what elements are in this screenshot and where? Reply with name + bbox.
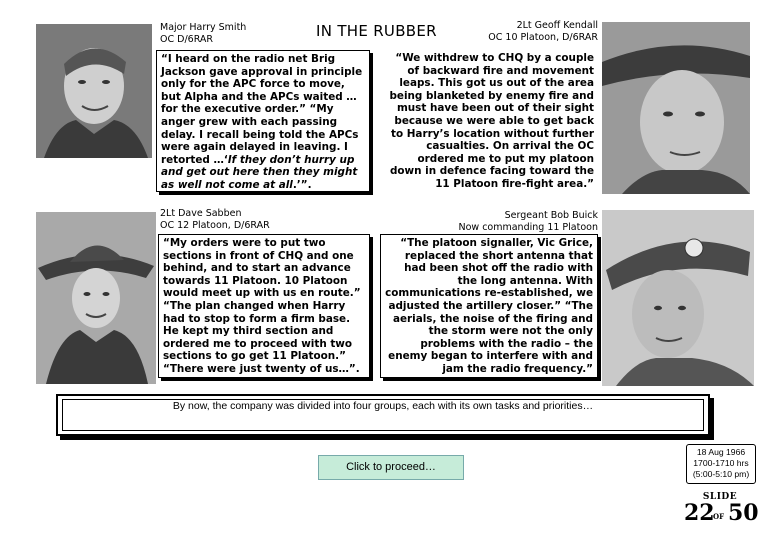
quote-harry-smith-text: “I heard on the radio net Brig Jackson gave approval in principle only for the APC force to move, but Alpha and the APCs waited … for the executive order.” “My anger grew with each passing delay. I recall being told the APCs were again delayed in leaving. I retorted …‘ bbox=[161, 53, 363, 166]
slide-total-number: 50 bbox=[728, 500, 759, 526]
quote-dave-sabben: “My orders were to put two sections in front of CHQ and one behind, and to start an advance towards 11 Platoon. 10 Platoon would meet up with us en route.” “The plan changed when Harry had to stop to form a firm base. He kept my third section and ordered me to proceed with two sections to go get 11 Platoon.” “There were just twenty of us…”. bbox=[158, 234, 370, 378]
name-dave-sabben: 2Lt Dave Sabben bbox=[160, 208, 242, 219]
portrait-bob-buick bbox=[602, 210, 754, 386]
portrait-harry-smith bbox=[36, 24, 152, 158]
portrait-dave-sabben bbox=[36, 212, 156, 384]
proceed-button[interactable]: Click to proceed… bbox=[318, 455, 464, 480]
portrait-dave-sabben-figure bbox=[36, 212, 156, 384]
quote-harry-smith-end: .’”. bbox=[292, 178, 312, 191]
page-title: IN THE RUBBER bbox=[316, 22, 437, 40]
name-bob-buick: Sergeant Bob Buick bbox=[504, 210, 598, 221]
time-line: 1700-1710 hrs bbox=[693, 458, 749, 468]
quote-bob-buick: “The platoon signaller, Vic Grice, replaced the short antenna that had been shot off the radio with the long antenna. With communications re-established, we adjusted the artillery closer.” “The aerials, the noise of the firing and the storm were not the only problems with the radio – the enemy began to interfere with and jam the radio frequency.” bbox=[380, 234, 598, 378]
quote-geoff-kendall: “We withdrew to CHQ by a couple of backward fire and movement leaps. This got us out of the area being blanketed by enemy fire and must have been out of their sight because we were able to get back to Harry’s location without further casualties. On arrival the OC ordered me to put my platoon down in defence facing toward the 11 Platoon fire-fight area.” bbox=[389, 52, 594, 190]
summary-banner bbox=[56, 394, 710, 436]
slide-current-number: 22 bbox=[684, 500, 715, 526]
portrait-bob-buick-figure bbox=[602, 210, 754, 386]
caption-bob-buick bbox=[440, 210, 598, 234]
portrait-geoff-kendall-figure bbox=[602, 22, 750, 194]
name-geoff-kendall: 2Lt Geoff Kendall bbox=[516, 20, 598, 31]
caption-harry-smith bbox=[160, 22, 246, 46]
slide-counter bbox=[680, 490, 770, 530]
unit-bob-buick: Now commanding 11 Platoon bbox=[458, 222, 598, 233]
portrait-harry-smith-figure bbox=[36, 24, 152, 158]
caption-dave-sabben bbox=[160, 208, 270, 232]
portrait-geoff-kendall bbox=[602, 22, 750, 194]
unit-dave-sabben: OC 12 Platoon, D/6RAR bbox=[160, 220, 270, 231]
name-harry-smith: Major Harry Smith bbox=[160, 22, 247, 33]
caption-geoff-kendall bbox=[470, 20, 598, 44]
time-pm-line: (5:00-5:10 pm) bbox=[692, 469, 750, 479]
slide-label: SLIDE bbox=[702, 492, 738, 502]
unit-harry-smith: OC D/6RAR bbox=[160, 34, 214, 45]
date-time-box bbox=[686, 444, 756, 484]
quote-harry-smith bbox=[156, 50, 370, 192]
quote-harry-smith-italic: If they don’t hurry up and get out here then they might as well not come at all bbox=[161, 153, 358, 191]
summary-text: By now, the company was divided into four groups, each with its own tasks and priorities… bbox=[172, 400, 594, 412]
slide-of-label: OF bbox=[713, 512, 725, 521]
unit-geoff-kendall: OC 10 Platoon, D/6RAR bbox=[488, 32, 598, 43]
date-line: 18 Aug 1966 bbox=[696, 447, 746, 457]
